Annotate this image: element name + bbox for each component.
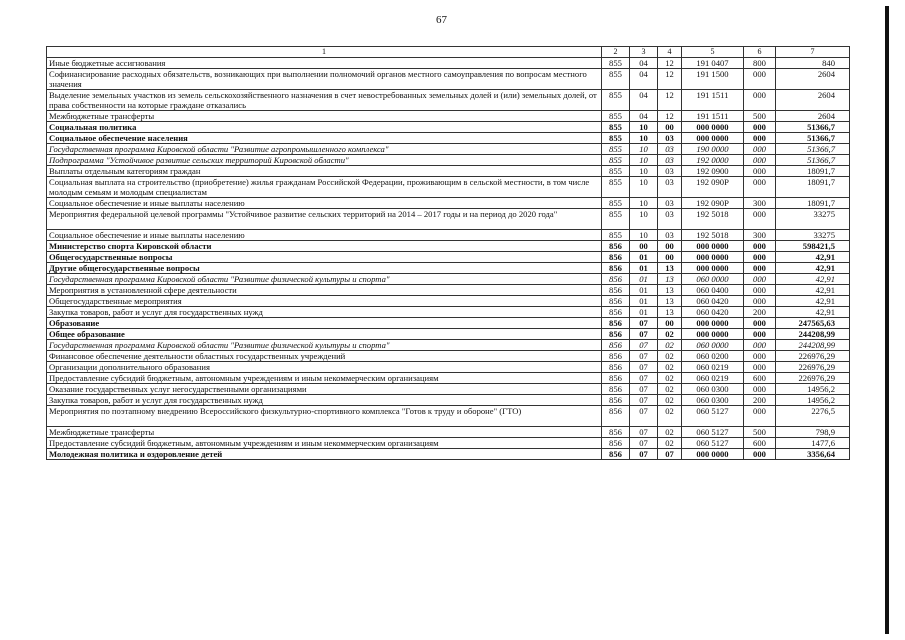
expense-type-cell: 000 <box>744 263 776 274</box>
row-name-cell: Оказание государственных услуг негосударственными организациями <box>47 384 602 395</box>
header-cell: 4 <box>658 47 682 58</box>
amount-cell: 51366,7 <box>776 155 850 166</box>
subsection-code-cell: 02 <box>658 406 682 427</box>
subsection-code-cell: 00 <box>658 122 682 133</box>
table-row <box>47 373 850 384</box>
subsection-code-cell: 03 <box>658 166 682 177</box>
subsection-code-cell: 02 <box>658 427 682 438</box>
row-name-cell: Выплаты отдельным категориям граждан <box>47 166 602 177</box>
subsection-code-cell: 02 <box>658 351 682 362</box>
subsection-code-cell: 03 <box>658 133 682 144</box>
target-article-cell: 060 5127 <box>682 427 744 438</box>
table-row <box>47 438 850 449</box>
subsection-code-cell: 13 <box>658 307 682 318</box>
section-code-cell: 01 <box>630 296 658 307</box>
table-row <box>47 69 850 90</box>
row-name-cell: Общегосударственные мероприятия <box>47 296 602 307</box>
amount-cell: 42,91 <box>776 263 850 274</box>
ministry-code-cell: 855 <box>602 166 630 177</box>
table-row <box>47 307 850 318</box>
expense-type-cell: 000 <box>744 384 776 395</box>
section-code-cell: 07 <box>630 362 658 373</box>
header-cell: 7 <box>776 47 850 58</box>
row-name-cell: Образование <box>47 318 602 329</box>
target-article-cell: 192 090Р <box>682 177 744 198</box>
row-name-cell: Межбюджетные трансферты <box>47 427 602 438</box>
target-article-cell: 060 0400 <box>682 285 744 296</box>
subsection-code-cell: 12 <box>658 58 682 69</box>
amount-cell: 226976,29 <box>776 351 850 362</box>
ministry-code-cell: 855 <box>602 111 630 122</box>
subsection-code-cell: 13 <box>658 274 682 285</box>
table-row <box>47 144 850 155</box>
section-code-cell: 00 <box>630 241 658 252</box>
target-article-cell: 191 1511 <box>682 90 744 111</box>
page-edge-bar <box>885 6 889 634</box>
ministry-code-cell: 855 <box>602 133 630 144</box>
table-row <box>47 198 850 209</box>
table-row <box>47 406 850 427</box>
subsection-code-cell: 02 <box>658 329 682 340</box>
row-name-cell: Государственная программа Кировской области "Развитие агропромышленного комплекса" <box>47 144 602 155</box>
section-code-cell: 07 <box>630 351 658 362</box>
subsection-code-cell: 00 <box>658 318 682 329</box>
amount-cell: 33275 <box>776 209 850 230</box>
section-code-cell: 07 <box>630 406 658 427</box>
subsection-code-cell: 02 <box>658 340 682 351</box>
table-row <box>47 166 850 177</box>
subsection-code-cell: 13 <box>658 263 682 274</box>
amount-cell: 244208,99 <box>776 340 850 351</box>
ministry-code-cell: 855 <box>602 209 630 230</box>
amount-cell: 2604 <box>776 90 850 111</box>
table-row <box>47 449 850 460</box>
section-code-cell: 07 <box>630 395 658 406</box>
target-article-cell: 000 0000 <box>682 252 744 263</box>
expense-type-cell: 800 <box>744 58 776 69</box>
budget-table <box>46 46 850 460</box>
amount-cell: 244208,99 <box>776 329 850 340</box>
amount-cell: 51366,7 <box>776 133 850 144</box>
section-code-cell: 01 <box>630 307 658 318</box>
ministry-code-cell: 856 <box>602 449 630 460</box>
expense-type-cell: 000 <box>744 144 776 155</box>
ministry-code-cell: 855 <box>602 122 630 133</box>
expense-type-cell: 000 <box>744 155 776 166</box>
section-code-cell: 10 <box>630 133 658 144</box>
table-row <box>47 274 850 285</box>
ministry-code-cell: 855 <box>602 177 630 198</box>
ministry-code-cell: 856 <box>602 274 630 285</box>
section-code-cell: 10 <box>630 144 658 155</box>
subsection-code-cell: 07 <box>658 449 682 460</box>
table-row <box>47 209 850 230</box>
amount-cell: 42,91 <box>776 274 850 285</box>
expense-type-cell: 000 <box>744 285 776 296</box>
amount-cell: 42,91 <box>776 307 850 318</box>
expense-type-cell: 500 <box>744 427 776 438</box>
row-name-cell: Предоставление субсидий бюджетным, автономным учреждениям и иным некоммерческим организациям <box>47 373 602 384</box>
expense-type-cell: 000 <box>744 166 776 177</box>
row-name-cell: Организации дополнительного образования <box>47 362 602 373</box>
header-cell: 3 <box>630 47 658 58</box>
subsection-code-cell: 03 <box>658 144 682 155</box>
amount-cell: 2276,5 <box>776 406 850 427</box>
ministry-code-cell: 856 <box>602 427 630 438</box>
target-article-cell: 060 0000 <box>682 274 744 285</box>
ministry-code-cell: 856 <box>602 384 630 395</box>
target-article-cell: 060 0420 <box>682 296 744 307</box>
subsection-code-cell: 00 <box>658 241 682 252</box>
amount-cell: 2604 <box>776 111 850 122</box>
target-article-cell: 191 1500 <box>682 69 744 90</box>
expense-type-cell: 000 <box>744 122 776 133</box>
row-name-cell: Социальное обеспечение и иные выплаты населению <box>47 230 602 241</box>
table-row <box>47 230 850 241</box>
table-row <box>47 296 850 307</box>
subsection-code-cell: 02 <box>658 384 682 395</box>
row-name-cell: Закупка товаров, работ и услуг для государственных нужд <box>47 395 602 406</box>
amount-cell: 51366,7 <box>776 144 850 155</box>
ministry-code-cell: 856 <box>602 340 630 351</box>
amount-cell: 226976,29 <box>776 362 850 373</box>
row-name-cell: Молодежная политика и оздоровление детей <box>47 449 602 460</box>
subsection-code-cell: 13 <box>658 296 682 307</box>
row-name-cell: Общегосударственные вопросы <box>47 252 602 263</box>
target-article-cell: 060 5127 <box>682 438 744 449</box>
ministry-code-cell: 855 <box>602 144 630 155</box>
target-article-cell: 192 0000 <box>682 155 744 166</box>
ministry-code-cell: 856 <box>602 406 630 427</box>
table-row <box>47 340 850 351</box>
expense-type-cell: 000 <box>744 69 776 90</box>
ministry-code-cell: 856 <box>602 263 630 274</box>
amount-cell: 33275 <box>776 230 850 241</box>
section-code-cell: 10 <box>630 166 658 177</box>
subsection-code-cell: 12 <box>658 90 682 111</box>
expense-type-cell: 000 <box>744 449 776 460</box>
expense-type-cell: 000 <box>744 340 776 351</box>
ministry-code-cell: 856 <box>602 318 630 329</box>
target-article-cell: 000 0000 <box>682 263 744 274</box>
row-name-cell: Социальное обеспечение населения <box>47 133 602 144</box>
target-article-cell: 060 0219 <box>682 362 744 373</box>
expense-type-cell: 600 <box>744 373 776 384</box>
header-cell: 5 <box>682 47 744 58</box>
subsection-code-cell: 02 <box>658 395 682 406</box>
table-row <box>47 329 850 340</box>
ministry-code-cell: 856 <box>602 438 630 449</box>
amount-cell: 798,9 <box>776 427 850 438</box>
subsection-code-cell: 00 <box>658 252 682 263</box>
target-article-cell: 000 0000 <box>682 241 744 252</box>
target-article-cell: 191 0407 <box>682 58 744 69</box>
table-row <box>47 111 850 122</box>
expense-type-cell: 000 <box>744 274 776 285</box>
section-code-cell: 10 <box>630 177 658 198</box>
target-article-cell: 000 0000 <box>682 318 744 329</box>
ministry-code-cell: 855 <box>602 155 630 166</box>
amount-cell: 3356,64 <box>776 449 850 460</box>
ministry-code-cell: 856 <box>602 307 630 318</box>
section-code-cell: 07 <box>630 373 658 384</box>
subsection-code-cell: 03 <box>658 209 682 230</box>
subsection-code-cell: 03 <box>658 198 682 209</box>
row-name-cell: Мероприятия в установленной сфере деятельности <box>47 285 602 296</box>
ministry-code-cell: 855 <box>602 58 630 69</box>
section-code-cell: 07 <box>630 318 658 329</box>
row-name-cell: Финансовое обеспечение деятельности областных государственных учреждений <box>47 351 602 362</box>
ministry-code-cell: 856 <box>602 395 630 406</box>
table-row <box>47 58 850 69</box>
expense-type-cell: 000 <box>744 362 776 373</box>
amount-cell: 1477,6 <box>776 438 850 449</box>
target-article-cell: 192 5018 <box>682 209 744 230</box>
section-code-cell: 01 <box>630 285 658 296</box>
expense-type-cell: 000 <box>744 252 776 263</box>
subsection-code-cell: 02 <box>658 438 682 449</box>
ministry-code-cell: 855 <box>602 69 630 90</box>
ministry-code-cell: 855 <box>602 230 630 241</box>
row-name-cell: Социальная политика <box>47 122 602 133</box>
expense-type-cell: 600 <box>744 438 776 449</box>
row-name-cell: Социальное обеспечение и иные выплаты населению <box>47 198 602 209</box>
target-article-cell: 000 0000 <box>682 329 744 340</box>
amount-cell: 2604 <box>776 69 850 90</box>
expense-type-cell: 300 <box>744 198 776 209</box>
ministry-code-cell: 856 <box>602 373 630 384</box>
table-row <box>47 427 850 438</box>
subsection-code-cell: 03 <box>658 155 682 166</box>
subsection-code-cell: 03 <box>658 177 682 198</box>
expense-type-cell: 000 <box>744 329 776 340</box>
subsection-code-cell: 02 <box>658 362 682 373</box>
row-name-cell: Общее образование <box>47 329 602 340</box>
expense-type-cell: 200 <box>744 395 776 406</box>
table-row <box>47 351 850 362</box>
section-code-cell: 01 <box>630 263 658 274</box>
row-name-cell: Мероприятия по поэтапному внедрению Всероссийского физкультурно-спортивного комплекса "Готов к труду и обороне" (ГТО) <box>47 406 602 427</box>
ministry-code-cell: 856 <box>602 296 630 307</box>
subsection-code-cell: 13 <box>658 285 682 296</box>
section-code-cell: 10 <box>630 122 658 133</box>
row-name-cell: Министерство спорта Кировской области <box>47 241 602 252</box>
row-name-cell: Софинансирование расходных обязательств, возникающих при выполнении полномочий органов местного самоуправления по вопросам местного значения <box>47 69 602 90</box>
amount-cell: 226976,29 <box>776 373 850 384</box>
target-article-cell: 060 0420 <box>682 307 744 318</box>
target-article-cell: 000 0000 <box>682 133 744 144</box>
section-code-cell: 10 <box>630 209 658 230</box>
amount-cell: 18091,7 <box>776 166 850 177</box>
header-cell: 1 <box>47 47 602 58</box>
table-row <box>47 384 850 395</box>
target-article-cell: 060 5127 <box>682 406 744 427</box>
section-code-cell: 04 <box>630 111 658 122</box>
target-article-cell: 060 0300 <box>682 395 744 406</box>
row-name-cell: Государственная программа Кировской области "Развитие физической культуры и спорта" <box>47 340 602 351</box>
ministry-code-cell: 856 <box>602 362 630 373</box>
target-article-cell: 192 0900 <box>682 166 744 177</box>
section-code-cell: 10 <box>630 198 658 209</box>
amount-cell: 51366,7 <box>776 122 850 133</box>
expense-type-cell: 200 <box>744 307 776 318</box>
ministry-code-cell: 856 <box>602 351 630 362</box>
table-row <box>47 177 850 198</box>
expense-type-cell: 000 <box>744 406 776 427</box>
target-article-cell: 192 090Р <box>682 198 744 209</box>
target-article-cell: 192 5018 <box>682 230 744 241</box>
target-article-cell: 191 1511 <box>682 111 744 122</box>
table-row <box>47 318 850 329</box>
header-row <box>47 47 850 58</box>
ministry-code-cell: 856 <box>602 285 630 296</box>
header-cell: 6 <box>744 47 776 58</box>
expense-type-cell: 000 <box>744 318 776 329</box>
table-row <box>47 252 850 263</box>
table-row <box>47 122 850 133</box>
expense-type-cell: 000 <box>744 351 776 362</box>
row-name-cell: Предоставление субсидий бюджетным, автономным учреждениям и иным некоммерческим организациям <box>47 438 602 449</box>
expense-type-cell: 500 <box>744 111 776 122</box>
row-name-cell: Государственная программа Кировской области "Развитие физической культуры и спорта" <box>47 274 602 285</box>
section-code-cell: 04 <box>630 90 658 111</box>
row-name-cell: Закупка товаров, работ и услуг для государственных нужд <box>47 307 602 318</box>
amount-cell: 840 <box>776 58 850 69</box>
section-code-cell: 10 <box>630 230 658 241</box>
ministry-code-cell: 856 <box>602 252 630 263</box>
section-code-cell: 07 <box>630 384 658 395</box>
target-article-cell: 060 0300 <box>682 384 744 395</box>
expense-type-cell: 000 <box>744 133 776 144</box>
target-article-cell: 060 0219 <box>682 373 744 384</box>
ministry-code-cell: 855 <box>602 198 630 209</box>
section-code-cell: 07 <box>630 340 658 351</box>
amount-cell: 42,91 <box>776 296 850 307</box>
amount-cell: 247565,63 <box>776 318 850 329</box>
amount-cell: 18091,7 <box>776 177 850 198</box>
section-code-cell: 07 <box>630 427 658 438</box>
amount-cell: 14956,2 <box>776 395 850 406</box>
amount-cell: 598421,5 <box>776 241 850 252</box>
table-row <box>47 155 850 166</box>
amount-cell: 14956,2 <box>776 384 850 395</box>
section-code-cell: 04 <box>630 58 658 69</box>
amount-cell: 18091,7 <box>776 198 850 209</box>
section-code-cell: 07 <box>630 438 658 449</box>
expense-type-cell: 300 <box>744 230 776 241</box>
section-code-cell: 04 <box>630 69 658 90</box>
table-row <box>47 263 850 274</box>
ministry-code-cell: 855 <box>602 90 630 111</box>
expense-type-cell: 000 <box>744 90 776 111</box>
ministry-code-cell: 856 <box>602 329 630 340</box>
header-cell: 2 <box>602 47 630 58</box>
expense-type-cell: 000 <box>744 241 776 252</box>
page-number: 67 <box>436 14 447 26</box>
subsection-code-cell: 02 <box>658 373 682 384</box>
subsection-code-cell: 03 <box>658 230 682 241</box>
row-name-cell: Социальная выплата на строительство (приобретение) жилья гражданам Российской Федерации, проживающим в сельской местности, в том числе молодым семьям и молодым специалистам <box>47 177 602 198</box>
subsection-code-cell: 12 <box>658 69 682 90</box>
target-article-cell: 060 0200 <box>682 351 744 362</box>
expense-type-cell: 000 <box>744 209 776 230</box>
expense-type-cell: 000 <box>744 177 776 198</box>
table-row <box>47 241 850 252</box>
target-article-cell: 000 0000 <box>682 449 744 460</box>
row-name-cell: Другие общегосударственные вопросы <box>47 263 602 274</box>
section-code-cell: 07 <box>630 329 658 340</box>
amount-cell: 42,91 <box>776 252 850 263</box>
target-article-cell: 060 0000 <box>682 340 744 351</box>
ministry-code-cell: 856 <box>602 241 630 252</box>
table-row <box>47 395 850 406</box>
row-name-cell: Мероприятия федеральной целевой программы "Устойчивое развитие сельских территорий на 2014 – 2017 годы и на период до 2020 года" <box>47 209 602 230</box>
section-code-cell: 10 <box>630 155 658 166</box>
amount-cell: 42,91 <box>776 285 850 296</box>
row-name-cell: Межбюджетные трансферты <box>47 111 602 122</box>
row-name-cell: Выделение земельных участков из земель сельскохозяйственного назначения в счет невостребованных земельных долей и (или) земельных долей, от права собственности на которые граждане отказались <box>47 90 602 111</box>
table-row <box>47 133 850 144</box>
section-code-cell: 07 <box>630 449 658 460</box>
table-row <box>47 90 850 111</box>
section-code-cell: 01 <box>630 252 658 263</box>
table-row <box>47 362 850 373</box>
expense-type-cell: 000 <box>744 296 776 307</box>
target-article-cell: 190 0000 <box>682 144 744 155</box>
subsection-code-cell: 12 <box>658 111 682 122</box>
row-name-cell: Иные бюджетные ассигнования <box>47 58 602 69</box>
table-row <box>47 285 850 296</box>
row-name-cell: Подпрограмма "Устойчивое развитие сельских территорий Кировской области" <box>47 155 602 166</box>
target-article-cell: 000 0000 <box>682 122 744 133</box>
section-code-cell: 01 <box>630 274 658 285</box>
